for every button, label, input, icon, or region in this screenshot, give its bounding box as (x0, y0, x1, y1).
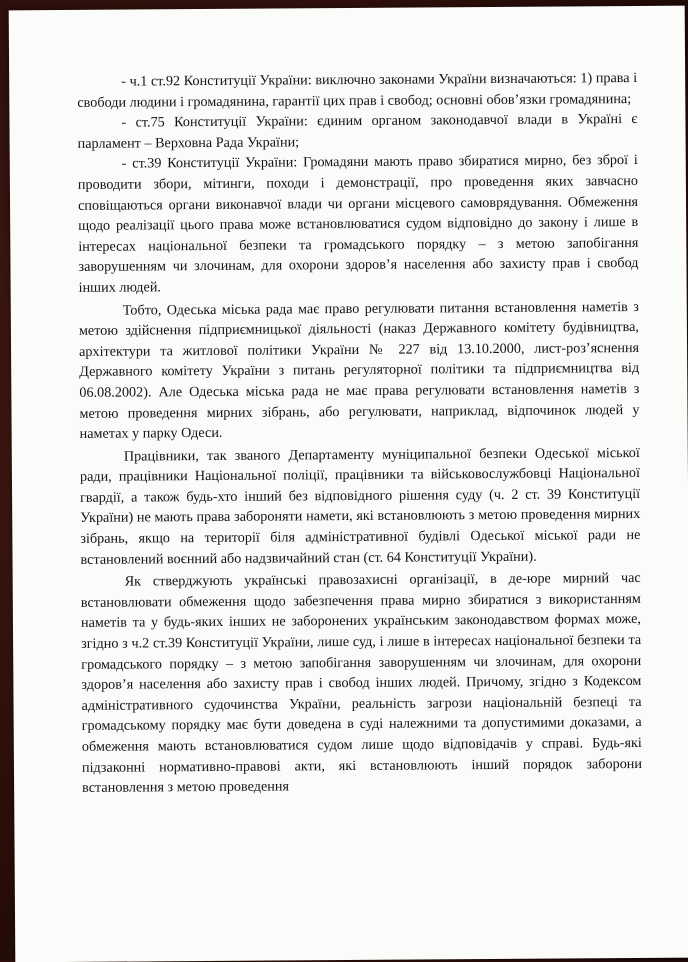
paragraph-art39: - ст.39 Конституції України: Громадяни мають право збиратися мирно, без зброї і проводити збори, мітинги, походи і демонстрації, про проведення яких завчасно сповіщаються органи виконавчої влади чи органи місцевого самоврядування. Обмеження щодо реалізації цього права може встановлюватися судом відповідно до закону і лише в інтересах національної безпеки та громадського порядку – з метою запобігання заворушенням чи злочинам, для охорони здоров’я населення або захисту прав і свобод інших людей. (77, 152, 639, 296)
document-page (9, 6, 688, 962)
paragraph-human-rights: Як стверджують українські правозахисні організації, в де-юре мирний час встановлювати обмеження щодо забезпечення права мирно збиратися з використанням наметів та у будь-яких інших не заборонених українським законодавством формах може, згідно з ч.2 ст.39 Конституції України, лише суд, і лише в інтересах національної безпеки та громадського порядку – з метою запобігання заворушенням чи злочинам, для охорони здоров’я населення або захисту прав і свобод інших людей. Причому, згідно з Кодексом адміністративного судочинства України, реальність загрози національній безпеці та громадському порядку має бути доведена в суді належними та допустимими доказами, а обмеження мають встановлюватися судом лише щодо відповідачів у справі. Будь-які підзаконні нормативно-правові акти, які встановлюють інший порядок заборони встановлення з метою проведення (80, 570, 643, 797)
paragraph-officials: Працівники, так званого Департаменту муніципальної безпеки Одеської міської ради, працівники Національної поліції, працівники та військовослужбовці Національної гвардії, а також будь-хто інший без відповідного рішення суду (ч. 2 ст. 39 Конституції України) не мають права забороняти намети, які встановлюють з метою проведення мирних зібрань, якщо на території біля адміністративної будівлі Одеської міської ради не встановлений воєнний або надзвичайний стан (ст. 64 Конституції України). (79, 444, 641, 568)
paragraph-art92: - ч.1 ст.92 Конституції України: виключно законами України визначаються: 1) права і свободи людини і громадянина, гарантії цих прав і свобод; основні обов’язки громадянина; (77, 69, 638, 111)
paragraph-odessa-council: Тобто, Одеська міська рада має право регулювати питання встановлення наметів з метою здійснення підприємницької діяльності (наказ Державного комітету будівництва, архітектури та житлової політики України № 227 від 13.10.2000, лист-роз’яснення Державного комітету України з питань регуляторної політики та підприємництва від 06.08.2002). Але Одеська міська рада не має права регулювати встановлення наметів з метою проведення мирних зібрань, або регулювати, наприклад, відпочинок людей у наметах у парку Одеси. (78, 298, 640, 442)
document-body (77, 68, 642, 799)
paragraph-art75: - ст.75 Конституції України: єдиним органом законодавчої влади в Україні є парламент – Верховна Рада України; (77, 111, 638, 152)
